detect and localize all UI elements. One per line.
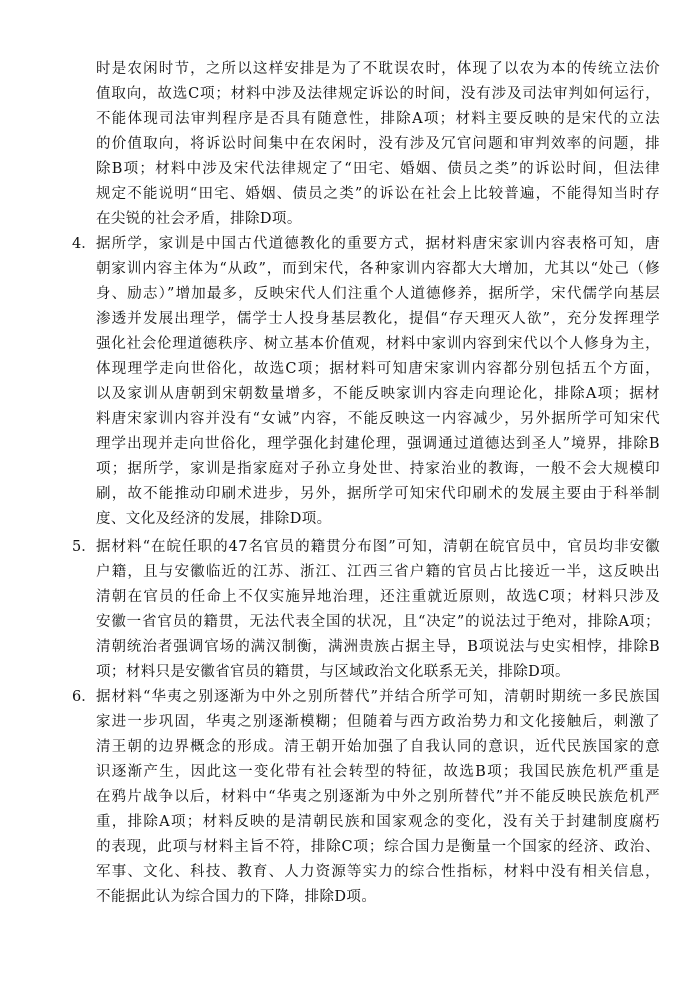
text-line: 户籍，且与安徽临近的江苏、浙江、江西三省户籍的官员占比接近一半，这反映出 xyxy=(96,564,660,580)
text-line: 料唐宋家训内容并没有“女诫”内容，不能反映这一内容减少，另外据所学可知宋代 xyxy=(96,411,660,427)
text-line: 朝家训内容主体为“从政”，而到宋代，各种家训内容都大大增加，尤其以“处己（修 xyxy=(96,261,660,277)
text-line: 据材料“华夷之别逐渐为中外之别所替代”并结合所学可知，清朝时期统一多民族国 xyxy=(96,689,660,705)
text-line: 据所学，家训是中国古代道德教化的重要方式，据材料唐宋家训内容表格可知，唐 xyxy=(96,236,660,252)
text-line: 身、励志）”增加最多，反映宋代人们注重个人道德修养，据所学，宋代儒学向基层 xyxy=(96,286,660,302)
text-line: 理学出现并走向世俗化，理学强化封建伦理，强调通过道德达到圣人”境界，排除B xyxy=(96,436,660,452)
text-line: 刷，故不能推动印刷术进步，另外，据所学可知宋代印刷术的发展主要由于科举制 xyxy=(96,486,660,502)
text-line: 项；据所学，家训是指家庭对子孙立身处世、持家治业的教诲，一般不会大规模印 xyxy=(96,461,660,477)
text-line: 家进一步巩固，华夷之别逐渐模糊；但随着与西方政治势力和文化接触后，刺激了 xyxy=(96,714,660,730)
text-line: 军事、文化、科技、教育、人力资源等实力的综合性指标，材料中没有相关信息， xyxy=(96,864,660,880)
item-number: 6． xyxy=(72,689,96,705)
text-line: 除B项；材料中涉及宋代法律规定了“田宅、婚姻、债员之类”的诉讼时间，但法律 xyxy=(96,161,660,177)
text-line: 渗透并发展出理学，儒学士人投身基层教化，提倡“存天理灭人欲”，充分发挥理学 xyxy=(96,311,660,327)
text-line: 清朝统治者强调官场的满汉制衡，满洲贵族占据主导，B项说法与史实相悖，排除B xyxy=(96,639,660,655)
text-line: 据材料“在皖任职的47名官员的籍贯分布图”可知，清朝在皖官员中，官员均非安徽 xyxy=(96,539,660,555)
text-line: 的价值取向，将诉讼时间集中在农闲时，没有涉及冗官问题和审判效率的问题，排 xyxy=(96,136,660,152)
text-line: 在鸦片战争以后，材料中“华夷之别逐渐为中外之别所替代”并不能反映民族危机严 xyxy=(96,789,660,805)
text-line: 识逐渐产生，因此这一变化带有社会转型的特征，故选B项；我国民族危机严重是 xyxy=(96,764,660,780)
text-line: 体现理学走向世俗化，故选C项；据材料可知唐宋家训内容都分别包括五个方面， xyxy=(96,361,660,377)
item-number: 5． xyxy=(72,539,96,555)
text-line: 规定不能说明“田宅、婚姻、债员之类”的诉讼在社会上比较普遍，不能得知当时存 xyxy=(96,186,660,202)
text-line: 以及家训从唐朝到宋朝数量增多，不能反映家训内容走向理论化，排除A项；据材 xyxy=(96,386,660,402)
text-line: 度、文化及经济的发展，排除D项。 xyxy=(96,511,332,527)
item-number: 4． xyxy=(72,236,96,252)
text-line: 不能据此认为综合国力的下降，排除D项。 xyxy=(96,889,377,905)
text-line: 清朝在官员的任命上不仅实施异地治理，还注重就近原则，故选C项；材料只涉及 xyxy=(96,589,660,605)
text-line: 重，排除A项；材料反映的是清朝民族和国家观念的变化，没有关于封建制度腐朽 xyxy=(96,814,660,830)
text-line: 强化社会伦理道德秩序、树立基本价值观，材料中家训内容到宋代以个人修身为主， xyxy=(96,336,660,352)
text-line: 清王朝的边界概念的形成。清王朝开始加强了自我认同的意识，近代民族国家的意 xyxy=(96,739,660,755)
text-line: 安徽一省官员的籍贯，无法代表全国的状况，且“决定”的说法过于绝对，排除A项； xyxy=(96,614,660,630)
text-line: 项；材料只是安徽省官员的籍贯，与区域政治文化联系无关，排除D项。 xyxy=(96,664,570,680)
text-line: 值取向，故选C项；材料中涉及法律规定诉讼的时间，没有涉及司法审判如何运行， xyxy=(96,86,660,102)
text-line: 时是农闲时节，之所以这样安排是为了不耽误农时，体现了以农为本的传统立法价 xyxy=(96,61,660,77)
text-line: 不能体现司法审判程序是否具有随意性，排除A项；材料主要反映的是宋代的立法 xyxy=(96,111,660,127)
text-line: 在尖锐的社会矛盾，排除D项。 xyxy=(96,211,302,227)
text-line: 的表现，此项与材料主旨不符，排除C项；综合国力是衡量一个国家的经济、政治、 xyxy=(96,839,660,855)
